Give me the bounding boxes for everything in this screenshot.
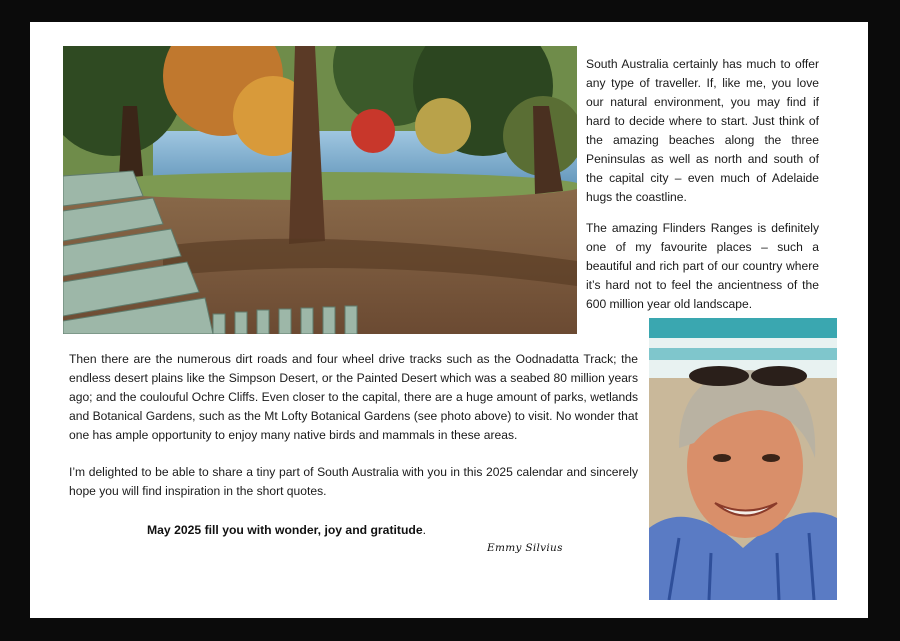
author-signature: Emmy Silvius	[487, 542, 563, 554]
body-paragraph-calendar: I’m delighted to be able to share a tiny part of South Australia with you in this 2025 calendar and sincerely hope you will find inspiration in the short quotes.	[69, 465, 638, 498]
body-paragraph-tracks-and-gardens: Then there are the numerous dirt roads and four wheel drive tracks such as the Oodnadatta Track; the endless desert plains like the Simpson Desert, or the Painted Desert which was a seabed 80 million years ago; and the coulouful Ochre Cliffs. Even closer to the capital, there are a huge amount of parks, wetlands and Botanical Gardens, such as the Mt Lofty Botanical Gardens (see photo above) to visit. No wonder that one has ample opportunity to enjoy many native birds and mammals in these areas.	[69, 352, 638, 442]
intro-paragraph-flinders-ranges: The amazing Flinders Ranges is definitely one of my favourite places – such a beautiful and rich part of our country where it’s hard not to feel the ancientness of the 600 million year old landscape.	[586, 221, 819, 311]
body-text	[69, 350, 638, 519]
author-portrait-photo	[649, 318, 837, 600]
closing-wish-period: .	[422, 523, 427, 537]
closing-wish-bold: May 2025 fill you with wonder, joy and gratitude	[147, 523, 423, 537]
botanical-gardens-photo	[63, 46, 577, 334]
intro-text-column	[586, 55, 819, 326]
intro-paragraph-beaches: South Australia certainly has much to offer any type of traveller. If, like me, you love our natural environment, you may find if hard to decide where to start. Just think of the amazing beaches along the three Peninsulas as well as north and south of the capital city – even much of Adelaide hugs the coastline.	[586, 57, 819, 204]
closing-wish	[147, 521, 426, 539]
